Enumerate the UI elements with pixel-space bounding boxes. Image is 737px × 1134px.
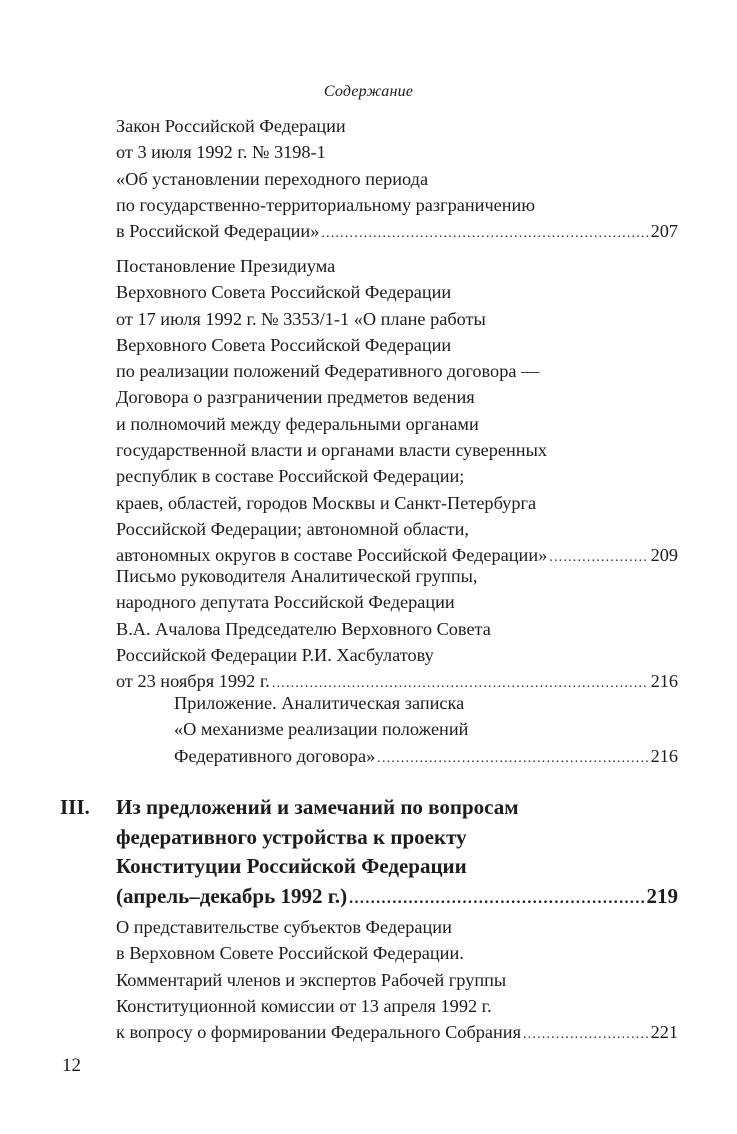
page-reference: 209 [650, 545, 678, 566]
page-reference: 207 [650, 221, 678, 242]
toc-entry-line: по государственно-территориальному разграничению [116, 194, 535, 215]
toc-entry-line: и полномочий между федеральными органами [116, 413, 479, 434]
toc-subentry[interactable] [174, 690, 678, 769]
toc-entry[interactable] [116, 563, 678, 694]
dot-leader [321, 221, 648, 247]
toc-entry-last-line [116, 1019, 678, 1045]
page-reference: 221 [650, 1022, 678, 1043]
toc-entry-last-line [174, 743, 678, 769]
toc-entry-line: от 23 ноября 1992 г. [116, 671, 270, 692]
section-title-line: (апрель–декабрь 1992 г.) [116, 883, 348, 908]
page-number: 12 [62, 1055, 81, 1076]
toc-entry-line: Федеративного договора» [174, 745, 376, 766]
toc-entry-line: автономных округов в составе Российской Федерации» [116, 545, 548, 566]
section-title-last-line [116, 882, 678, 912]
toc-entry[interactable] [116, 253, 678, 569]
toc-entry-line: «О механизме реализации положений [174, 719, 469, 740]
toc-entry-line: республик в составе Российской Федерации; [116, 466, 465, 487]
toc-entry-line: от 3 июля 1992 г. № 3198-1 [116, 142, 326, 163]
section-title-line: федеративного устройства к проекту [116, 824, 467, 849]
toc-entry-line: в Российской Федерации» [116, 221, 320, 242]
toc-entry-last-line [116, 218, 678, 244]
toc-entry-line: В.А. Ачалова Председателю Верховного Совета [116, 618, 491, 639]
toc-entry-line: «Об установлении переходного периода [116, 168, 429, 189]
toc-entry-line: Комментарий членов и экспертов Рабочей группы [116, 969, 507, 990]
toc-entry-line: Верховного Совета Российской Федерации [116, 334, 452, 355]
page-reference: 219 [646, 883, 678, 908]
running-header: Содержание [323, 83, 414, 100]
section-title-line: Из предложений и замечаний по вопросам [116, 795, 519, 819]
toc-entry-line: Российской Федерации Р.И. Хасбулатову [116, 644, 434, 665]
toc-entry-line: Постановление Президиума [116, 256, 336, 276]
toc-entry-line: по реализации положений Федеративного договора — [116, 361, 540, 382]
section-title [116, 793, 678, 911]
toc-entry-line: Письмо руководителя Аналитической группы, [116, 566, 478, 586]
toc-entry-line: от 17 июля 1992 г. № 3353/1-1 «О плане работы [116, 308, 486, 329]
toc-entry-line: Закон Российской Федерации [116, 116, 346, 136]
toc-entry-line: Конституционной комиссии от 13 апреля 1992 г. [116, 995, 492, 1016]
page-reference: 216 [650, 671, 678, 692]
section-number: III. [60, 795, 90, 819]
dot-leader [523, 1022, 649, 1048]
toc-entry-line: Приложение. Аналитическая записка [174, 693, 465, 713]
toc-entry-line: Верховного Совета Российской Федерации [116, 282, 452, 303]
toc-entry-line: Российской Федерации; автономной области, [116, 518, 469, 539]
toc-entry-line: в Верховном Совете Российской Федерации. [116, 943, 464, 964]
toc-entry-line: краев, областей, городов Москвы и Санкт-Петербурга [116, 492, 537, 513]
dot-leader [349, 884, 644, 914]
toc-entry-line: Договора о разграничении предметов ведения [116, 387, 475, 408]
dot-leader [377, 746, 648, 772]
page-reference: 216 [650, 745, 678, 766]
toc-entry-line: государственной власти и органами власти суверенных [116, 440, 547, 461]
toc-entry[interactable] [116, 914, 678, 1045]
toc-entry-line: О представительстве субъектов Федерации [116, 917, 452, 937]
toc-entry-line: народного депутата Российской Федерации [116, 592, 455, 613]
section-title-line: Конституции Российской Федерации [116, 854, 467, 878]
toc-entry-line: к вопросу о формировании Федерального Собрания [116, 1022, 521, 1043]
toc-entry[interactable] [116, 113, 678, 244]
